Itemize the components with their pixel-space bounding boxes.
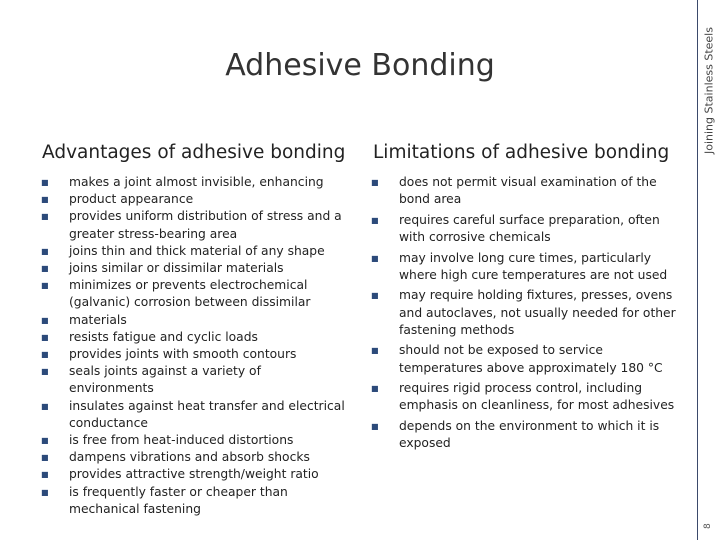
list-item bbox=[370, 380, 680, 414]
bullet-icon: ■ bbox=[41, 246, 49, 256]
list-item-text: seals joints against a variety of environments bbox=[69, 364, 261, 396]
bullet-icon: ■ bbox=[371, 291, 379, 301]
list-item bbox=[370, 174, 680, 208]
list-item-text: depends on the environment to which it is exposed bbox=[399, 418, 660, 451]
list-item-text: dampens vibrations and absorb shocks bbox=[69, 450, 310, 465]
page-number: 8 bbox=[703, 523, 713, 529]
list-item-text: provides attractive strength/weight ratio bbox=[69, 467, 319, 482]
list-item-text: may require holding fixtures, presses, ovens and autoclaves, not usually needed for other fastening methods bbox=[399, 288, 676, 337]
bullet-icon: ■ bbox=[41, 487, 49, 497]
limitations-heading: Limitations of adhesive bonding bbox=[373, 142, 670, 163]
list-item bbox=[370, 342, 680, 376]
list-item bbox=[40, 398, 348, 432]
list-item-text: minimizes or prevents electrochemical (galvanic) corrosion between dissimilar bbox=[69, 278, 311, 310]
bullet-icon: ■ bbox=[371, 384, 379, 394]
list-item-text: resists fatigue and cyclic loads bbox=[69, 329, 258, 344]
list-item-text: requires rigid process control, including emphasis on cleanliness, for most adhesives bbox=[399, 381, 675, 413]
bullet-icon: ■ bbox=[41, 315, 49, 325]
bullet-icon: ■ bbox=[41, 264, 49, 274]
slide-title: Adhesive Bonding bbox=[225, 48, 495, 83]
list-item-text: provides uniform distribution of stress and a greater stress-bearing area bbox=[69, 209, 342, 241]
advantages-heading: Advantages of adhesive bonding bbox=[42, 142, 346, 163]
bullet-icon: ■ bbox=[41, 332, 49, 342]
list-item-text: may involve long cure times, particularly where high cure temperatures are not used bbox=[399, 250, 668, 282]
list-item-text: materials bbox=[69, 312, 127, 327]
bullet-icon: ■ bbox=[41, 195, 49, 205]
bullet-icon: ■ bbox=[41, 350, 49, 360]
list-item bbox=[40, 363, 348, 397]
list-item bbox=[40, 449, 348, 466]
bullet-icon: ■ bbox=[371, 346, 379, 356]
list-item bbox=[40, 432, 348, 449]
list-item bbox=[40, 466, 348, 483]
list-item-text: is frequently faster or cheaper than mechanical fastening bbox=[69, 484, 288, 516]
bullet-icon: ■ bbox=[371, 178, 379, 187]
list-item-text: insulates against heat transfer and electrical conductance bbox=[69, 398, 345, 430]
list-item-text: provides joints with smooth contours bbox=[69, 347, 297, 362]
bullet-icon: ■ bbox=[371, 421, 379, 431]
list-item-text: requires careful surface preparation, often with corrosive chemicals bbox=[399, 212, 660, 244]
list-item bbox=[40, 243, 348, 260]
list-item bbox=[40, 312, 348, 329]
list-item bbox=[40, 277, 348, 311]
list-item bbox=[40, 174, 348, 191]
bullet-icon: ■ bbox=[371, 215, 379, 225]
bullet-icon: ■ bbox=[41, 212, 49, 222]
bullet-icon: ■ bbox=[41, 470, 49, 480]
bullet-icon: ■ bbox=[41, 281, 49, 291]
list-item bbox=[370, 418, 680, 452]
list-item-text: joins thin and thick material of any shape bbox=[69, 243, 325, 258]
list-item bbox=[370, 287, 680, 339]
bullet-icon: ■ bbox=[41, 178, 49, 187]
list-item-text: should not be exposed to service temperatures above approximately 180 °C bbox=[399, 343, 663, 375]
list-item bbox=[40, 329, 348, 346]
bullet-icon: ■ bbox=[41, 367, 49, 377]
list-item-text: product appearance bbox=[69, 192, 194, 207]
list-item-text: joins similar or dissimilar materials bbox=[69, 261, 284, 276]
bullet-icon: ■ bbox=[41, 436, 49, 446]
side-title: Joining Stainless Steels bbox=[702, 27, 716, 154]
limitations-list bbox=[370, 174, 680, 456]
advantages-list bbox=[40, 174, 348, 518]
list-item bbox=[40, 346, 348, 363]
list-item bbox=[40, 191, 348, 208]
list-item bbox=[370, 250, 680, 284]
bullet-icon: ■ bbox=[41, 401, 49, 411]
list-item bbox=[40, 208, 348, 242]
list-item-text: is free from heat-induced distortions bbox=[69, 433, 294, 448]
list-item bbox=[370, 212, 680, 246]
bullet-icon: ■ bbox=[41, 453, 49, 463]
list-item-text: does not permit visual examination of the bond area bbox=[399, 175, 657, 207]
bullet-icon: ■ bbox=[371, 253, 379, 263]
list-item-text: makes a joint almost invisible, enhancing bbox=[69, 175, 324, 189]
list-item bbox=[40, 484, 348, 518]
list-item bbox=[40, 260, 348, 277]
